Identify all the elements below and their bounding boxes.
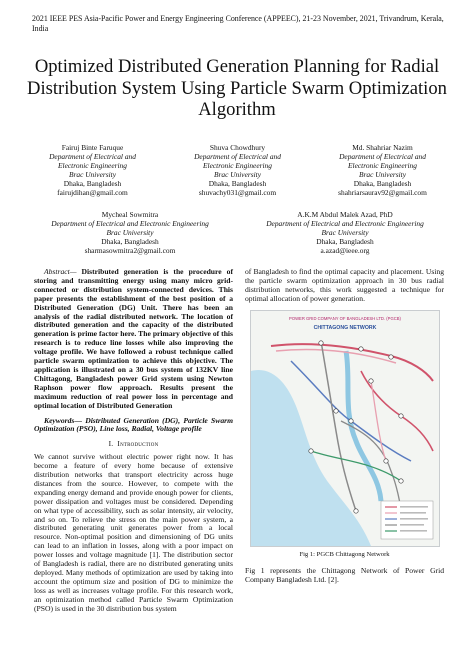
map-graphic (251, 311, 439, 546)
abstract-text: Distributed generation is the procedure of storing and transmitting energy using many micro grid-connected or distribution system-connected devices. This paper presents the establishment of the best position of a Distributed Generation (DG) Unit. There has been an analysis of the radial distributed network. The location of distributed generation and the capacity of the distributed generation is prime factor here. The primary objective of this research is to reduce line losses while also improving the voltage profile. We have followed a robust technique called particle swarm optimization to achieve this objective. The application is illustrated on a 30 bus system of 132KV line Chittagong, Bangladesh power Grid system using Newton Raphson power flow approach. Results present the maximum reduction of real power loss in percentage and optimal location of Distributed Generation (34, 267, 233, 410)
author-univ: Brac University (321, 228, 369, 237)
author-name: A.K.M Abdul Malek Azad, PhD (297, 210, 393, 219)
author-name: Fairuj Binte Faruque (61, 143, 124, 152)
line-green (311, 451, 401, 481)
author-block (25, 143, 160, 197)
author-place: Dhaka, Bangladesh (63, 179, 122, 188)
author-email: shuvachy031@gmail.com (198, 188, 277, 197)
sea-area (251, 370, 371, 546)
author-dept: Electronic Engineering (203, 161, 272, 170)
author-block (245, 210, 445, 255)
author-block (315, 143, 450, 197)
author-name: Shuva Chowdhury (209, 143, 266, 152)
author-dept: Department of Electrical and (49, 152, 136, 161)
author-dept: Department of Electrical and (339, 152, 426, 161)
line-pink (371, 381, 386, 461)
author-univ: Brac University (359, 170, 406, 179)
keywords-label: Keywords— (44, 415, 82, 425)
author-place: Dhaka, Bangladesh (316, 237, 374, 246)
author-place: Dhaka, Bangladesh (208, 179, 267, 188)
map-header-2: CHITTAGONG NETWORK (313, 325, 377, 331)
author-dept: Department of Electrical and Electronic Engineering (51, 219, 209, 228)
author-dept: Electronic Engineering (58, 161, 127, 170)
abstract-label: Abstract— (44, 267, 77, 276)
paper-title: Optimized Distributed Generation Planning for Radial Distribution System Using Particle Swarm Optimization Algorithm (27, 56, 447, 120)
author-place: Dhaka, Bangladesh (101, 237, 159, 246)
figure-caption: Fig 1: PGCB Chittagong Network (299, 551, 390, 558)
right-paragraph: of Bangladesh to find the optimal capacity and placement. Using the particle swarm optimization approach in 30 bus radial distribution networks, this work suggested a technique for optimal allocation of power generation. (245, 267, 444, 303)
author-email: fairujdihan@gmail.com (57, 188, 128, 197)
figure-description: Fig 1 represents the Chittagong Network of Power Grid Company Bangladesh Ltd. [2]. (245, 566, 444, 584)
section-number: I. (108, 439, 114, 449)
right-column (245, 268, 444, 304)
author-email: shahriarsaurav92@gmail.com (338, 188, 427, 197)
map-header-1: POWER GRID COMPANY OF BANGLADESH LTD. (PGCB) (289, 316, 401, 321)
network-map-figure (250, 310, 440, 547)
author-univ: Brac University (214, 170, 261, 179)
author-email: sharmasowmitra2@gmail.com (84, 246, 176, 255)
left-column (34, 268, 233, 614)
intro-paragraph: We cannot survive without electric power right now. It has become a feature of every home because of extensive distribution networks that transport electricity across huge distances from the source. However, to compete with the expanding energy demand and provide enough power for clients, power dissipation and voltages must be considered. Depending on what type of accessibility, such as solar intensity, air velocity, and so on. To relieve the stress on the main power system, a distributed generating unit generates power from a local resource. Non-optimal position and dimensioning of DG units can lead to an inflation in losses, along with a poor impact on power losses and voltage magnitude [1]. The distribution sector of Bangladesh is radial, there are no distributed generating units deployed. Many methods of optimization are used by taking into account the optimum size and position of DG to minimize the loss as well as increases voltage profile. For this research work, an optimization method called Particle Swarm Optimization (PSO) is used in the 30 distribution bus system (34, 452, 233, 613)
author-univ: Brac University (106, 228, 154, 237)
author-dept: Department of Electrical and (194, 152, 281, 161)
section-heading (34, 440, 233, 449)
author-place: Dhaka, Bangladesh (353, 179, 412, 188)
keywords (34, 417, 233, 435)
author-dept: Electronic Engineering (348, 161, 417, 170)
author-email: a.azad@ieee.org (320, 246, 370, 255)
author-block (170, 143, 305, 197)
author-block (30, 210, 230, 255)
keywords-text: Distributed Generation (DG), Particle Swarm Optimization (PSO), Line loss, Radial, Voltage profile (34, 415, 233, 434)
author-dept: Department of Electrical and Electronic Engineering (266, 219, 424, 228)
author-name: Md. Shahriar Nazim (352, 143, 413, 152)
conference-header: 2021 IEEE PES Asia-Pacific Power and Energy Engineering Conference (APPEEC), 21-23 November, 2021, Trivandrum, Kerala, India (32, 14, 444, 33)
abstract (34, 268, 233, 411)
section-title: Introduction (117, 439, 159, 449)
line-132kv (276, 350, 396, 364)
author-univ: Brac University (69, 170, 116, 179)
author-name: Mycheal Sowmitra (101, 210, 159, 219)
